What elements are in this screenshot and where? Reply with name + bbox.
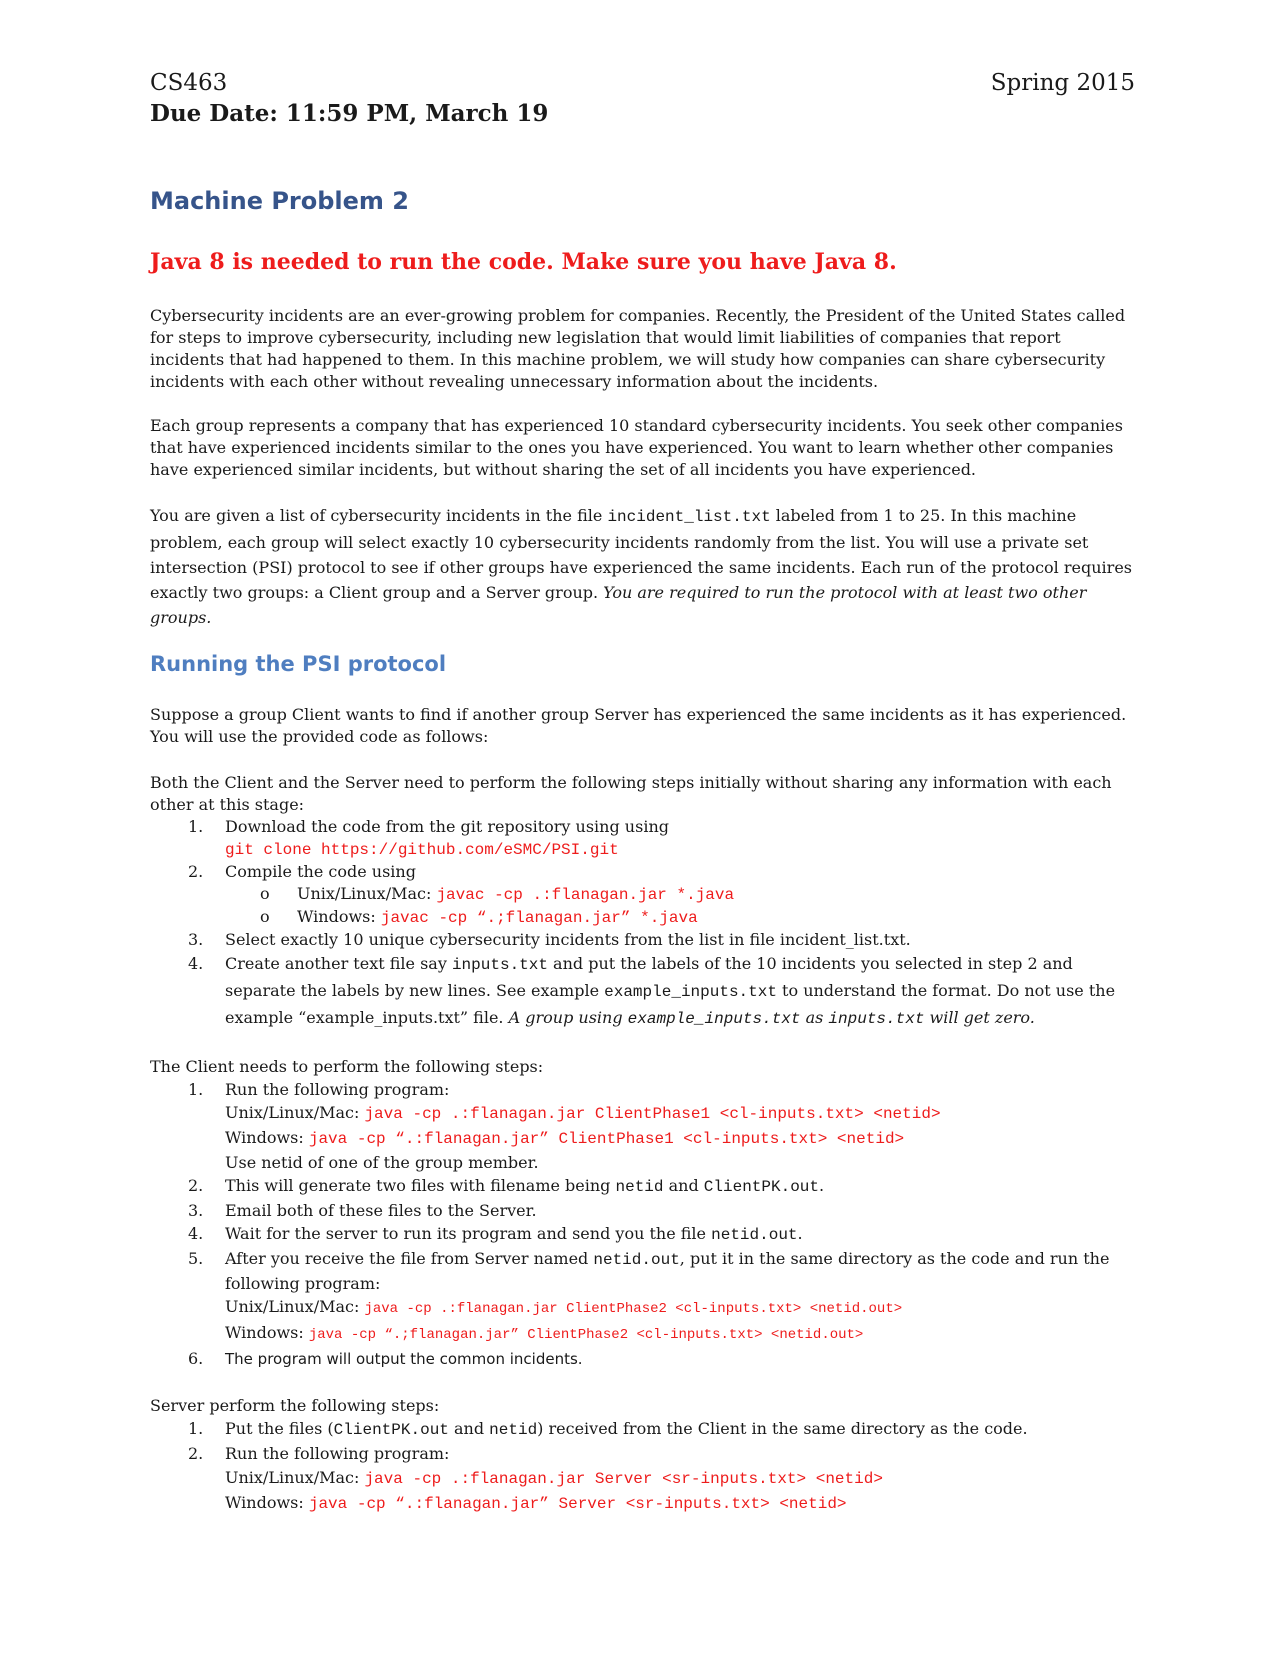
compile-command-windows: javac -cp “.;flanagan.jar” *.java: [380, 909, 698, 927]
os-label: Unix/Linux/Mac:: [297, 884, 437, 903]
list-item: [150, 816, 1135, 861]
section-heading: Running the PSI protocol: [150, 652, 447, 676]
list-item: [150, 929, 1135, 951]
step-number: 2.: [188, 1176, 204, 1195]
bullet-icon: o: [260, 884, 270, 903]
os-label: Windows:: [225, 1323, 309, 1342]
client-phase2-windows-command: java -cp “.;flanagan.jar” ClientPhase2 <cl-inputs.txt> <netid.out>: [308, 1327, 864, 1343]
step-number: 6.: [188, 1349, 204, 1368]
list-item: [150, 951, 1135, 1032]
list-item: [150, 1247, 1135, 1347]
intro-paragraph-2: Each group represents a company that has experienced 10 standard cybersecurity incidents. You seek other companies that have experienced incidents similar to the ones you have experienced. You want to learn whether other companies have experienced similar incidents, but without sharing the set of all incidents you have experienced.: [150, 416, 1123, 479]
step-number: 2.: [188, 862, 204, 881]
server-unix-command: java -cp .:flanagan.jar Server <sr-inputs.txt> <netid>: [364, 1470, 883, 1488]
step-text: Put the files (: [225, 1419, 334, 1438]
step-text: Run the following program:: [225, 1080, 450, 1099]
step-text: The program will output the common incidents.: [225, 1350, 583, 1368]
step-number: 5.: [188, 1249, 204, 1268]
java-warning: Java 8 is needed to run the code. Make sure you have Java 8.: [150, 249, 897, 275]
step-text: and: [448, 1419, 490, 1438]
os-label: Windows:: [297, 907, 381, 926]
step-text: Select exactly 10 unique cybersecurity incidents from the list in file incident_list.txt.: [225, 930, 911, 949]
netid-filename: netid: [489, 1421, 538, 1439]
server-steps-list: [150, 1417, 1135, 1516]
step-number: 4.: [188, 1224, 204, 1243]
step-text: Create another text file say: [225, 954, 452, 973]
netid-filename: netid: [615, 1178, 664, 1196]
step-number: 4.: [188, 954, 204, 973]
intro-paragraph-3: [150, 503, 1135, 630]
os-label: Unix/Linux/Mac:: [225, 1103, 365, 1122]
warning-text: A group using: [508, 1008, 628, 1027]
server-windows-command: java -cp “.:flanagan.jar” Server <sr-inputs.txt> <netid>: [308, 1495, 847, 1513]
step-number: 1.: [188, 817, 204, 836]
page-title: Machine Problem 2: [150, 187, 409, 215]
step-number: 2.: [188, 1444, 204, 1463]
list-item: [150, 1222, 1135, 1247]
list-item: [150, 1347, 1135, 1371]
client-intro: The Client needs to perform the following steps:: [150, 1057, 544, 1076]
step-text: This will generate two files with filename being: [225, 1176, 616, 1195]
client-phase1-windows-command: java -cp “.:flanagan.jar” ClientPhase1 <cl-inputs.txt> <netid>: [308, 1130, 905, 1148]
step-text: Email both of these files to the Server.: [225, 1201, 537, 1220]
compile-options-list: [150, 883, 1135, 929]
step-text: , put it in the same directory as the code and run the following program:: [225, 1249, 1110, 1293]
compile-command-unix: javac -cp .:flanagan.jar *.java: [436, 886, 735, 904]
step-number: 1.: [188, 1080, 204, 1099]
step-number: 1.: [188, 1419, 204, 1438]
server-intro: Server perform the following steps:: [150, 1396, 440, 1415]
step-number: 3.: [188, 930, 204, 949]
warning-text: as: [800, 1008, 829, 1027]
list-item: [150, 1078, 1135, 1174]
document-page: [150, 70, 1135, 1516]
step-text: and: [663, 1176, 704, 1195]
git-clone-command: git clone https://github.com/eSMC/PSI.git: [225, 841, 619, 859]
list-item: [150, 1442, 1135, 1516]
inputs-filename: inputs.txt: [451, 956, 548, 974]
example-inputs-filename: example_inputs.txt: [604, 983, 777, 1001]
step-note: Use netid of one of the group member.: [225, 1153, 539, 1172]
list-item: [150, 861, 1135, 929]
term: Spring 2015: [990, 70, 1135, 96]
list-item: [150, 1174, 1135, 1199]
client-phase1-unix-command: java -cp .:flanagan.jar ClientPhase1 <cl-inputs.txt> <netid>: [364, 1105, 941, 1123]
client-steps-list: [150, 1078, 1135, 1371]
step-text: Compile the code using: [225, 862, 416, 881]
os-label: Windows:: [225, 1493, 309, 1512]
step-text: .: [819, 1176, 825, 1195]
p3-text-b: labeled from 1 to 25. In this machine problem, each group will select exactly 10 cybersecurity incidents randomly from the list. You will use a private set intersection (PSI) protocol to see if other groups have experienced the same incidents. Each run of the protocol requires exactly two groups: a Client group and a Server group.: [150, 506, 1132, 602]
bullet-icon: o: [260, 907, 270, 926]
step-text: Run the following program:: [225, 1444, 450, 1463]
step-text: Wait for the server to run its program and send you the file: [225, 1224, 712, 1243]
step-text: Download the code from the git repository using using: [225, 817, 669, 836]
client-phase2-unix-command: java -cp .:flanagan.jar ClientPhase2 <cl-inputs.txt> <netid.out>: [364, 1301, 903, 1317]
netid-out-filename: netid.out: [711, 1226, 798, 1244]
step-text: to understand the format. Do not use the example “example_inputs.txt” file.: [225, 981, 1116, 1027]
step-text: ) received from the Client in the same directory as the code.: [537, 1419, 1028, 1438]
section-paragraph-1: Suppose a group Client wants to find if another group Server has experienced the same incidents as it has experienced. You will use the provided code as follows:: [150, 705, 1127, 746]
os-label: Windows:: [225, 1128, 309, 1147]
due-date: Due Date: 11:59 PM, March 19: [150, 100, 549, 127]
clientpk-filename: ClientPK.out: [703, 1178, 819, 1196]
both-steps-list: [150, 816, 1135, 1032]
list-item: [150, 1417, 1135, 1442]
zero-warning: [509, 1008, 1035, 1027]
course-code: CS463: [150, 70, 228, 96]
list-item: [150, 906, 1135, 929]
step-text: After you receive the file from Server named: [225, 1249, 594, 1268]
section-paragraph-2: Both the Client and the Server need to perform the following steps initially without sharing any information with each other at this stage:: [150, 773, 1112, 814]
clientpk-filename: ClientPK.out: [333, 1421, 449, 1439]
os-label: Unix/Linux/Mac:: [225, 1297, 365, 1316]
step-text: and put the labels of the 10 incidents you selected in step 2 and separate the labels by new lines. See example: [225, 954, 1073, 1000]
header-row: [150, 70, 1135, 100]
example-inputs-filename: example_inputs.txt: [627, 1010, 801, 1028]
p3-italic-requirement: You are required to run the protocol with at least two other groups.: [150, 583, 1087, 627]
step-number: 3.: [188, 1201, 204, 1220]
incident-list-filename: incident_list.txt: [607, 508, 771, 526]
intro-paragraph-1: Cybersecurity incidents are an ever-growing problem for companies. Recently, the President of the United States called for steps to improve cybersecurity, including new legislation that would limit liabilities of companies that report incidents that had happened to them. In this machine problem, we will study how companies can share cybersecurity incidents with each other without revealing unnecessary information about the incidents.: [150, 306, 1126, 391]
p3-text-a: You are given a list of cybersecurity incidents in the file: [150, 506, 608, 525]
netid-out-filename: netid.out: [593, 1251, 680, 1269]
os-label: Unix/Linux/Mac:: [225, 1468, 365, 1487]
list-item: [150, 883, 1135, 906]
list-item: [150, 1199, 1135, 1222]
inputs-filename: inputs.txt: [828, 1010, 925, 1028]
step-text: .: [797, 1224, 803, 1243]
warning-text: will get zero.: [924, 1008, 1035, 1027]
